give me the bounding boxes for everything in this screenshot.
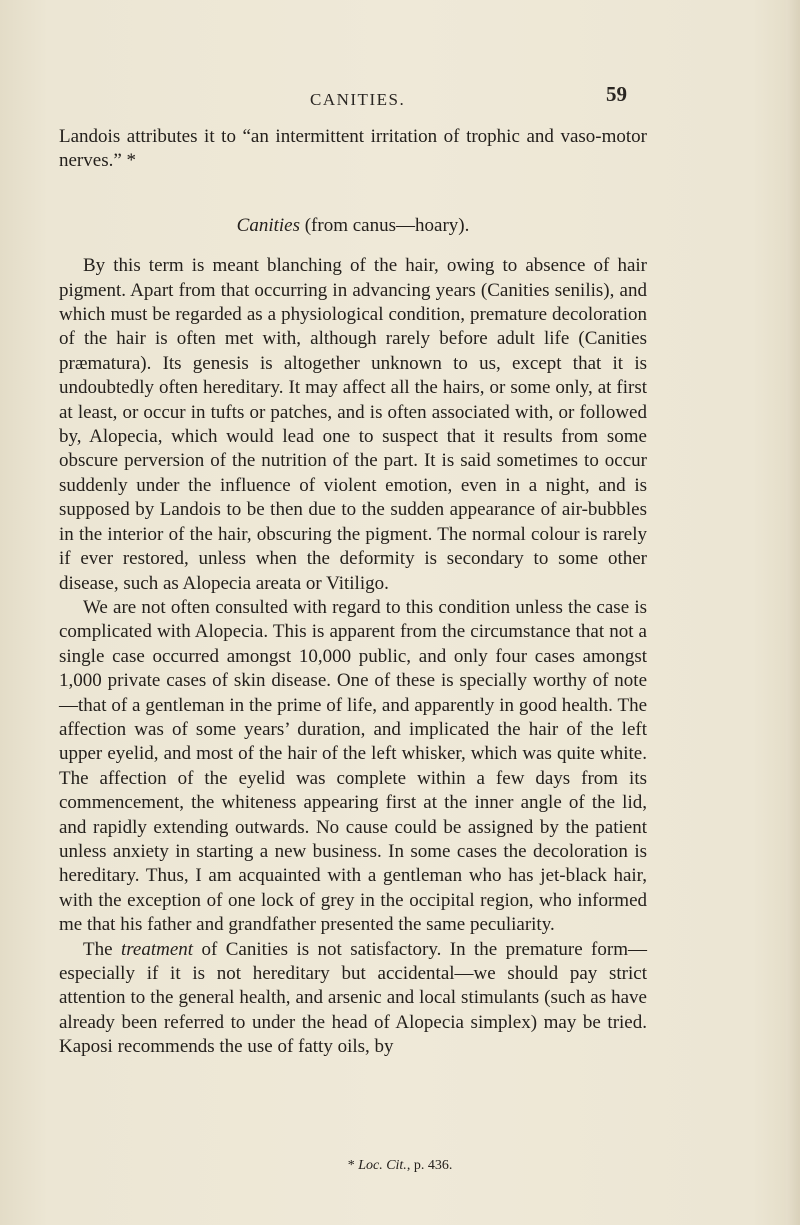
footnote-source: Loc. Cit. [358,1158,407,1173]
footnote-page: , p. 436. [406,1158,453,1173]
footnote-marker: * [347,1158,359,1173]
cases-paragraph: We are not often consulted with regard to this condition unless the case is complicated with Alopecia. This is apparent from the circumstance that not a single case occurred amongst 10,000 public, and only four cases amongst 1,000 private cases of skin disease. One of these is specially worthy of note—that of a gentleman in the prime of life, and apparently in good health. The affection was of some years’ duration, and implicated the hair of the left upper eyelid, and most of the hair of the left whisker, which was quite white. The affection of the eyelid was complete within a few days from its commencement, the whiteness appearing first at the inner angle of the lid, and rapidly extending outwards. No cause could be assigned by the patient unless anxiety in starting a new business. In some cases the decoloration is hereditary. Thus, I am acquainted with a gentleman who has jet-black hair, with the exception of one lock of grey in the occipital region, who informed me that his father and grandfather presented the same peculiarity. [59,596,647,936]
treatment-text: of Canities is not satisfactory. In the premature form—especially if it is not hereditary but accidental—we should pay strict attention to the general health, and arsenic and local stimulants (such as have already been referred to under the head of Alopecia simplex) may be tried. Kaposi recommends the use of fatty oils, by [59,938,647,1058]
section-heading [59,214,647,238]
treatment-term: treatment [120,938,194,960]
body-text [59,125,647,1060]
heading-term: Canities [236,214,300,236]
treatment-lead: The [83,938,121,960]
treatment-paragraph [59,938,647,1060]
page-number: 59 [606,82,627,106]
page-edge [786,0,800,1225]
definition-paragraph: By this term is meant blanching of the hair, owing to absence of hair pigment. Apart from that occurring in advancing years (Canities senilis), and which must be regarded as a physiological condition, premature decoloration of the hair is often met with, although rarely before adult life (Canities præmatura). Its genesis is altogether unknown to us, except that it is undoubtedly often hereditary. It may affect all the hairs, or some only, at first at least, or occur in tufts or patches, and is often associated with, or followed by, Alopecia, which would lead one to suspect that it results from some obscure perversion of the nutrition of the part. It is said sometimes to occur suddenly under the influence of violent emotion, even in a night, and is supposed by Landois to be then due to the sudden appearance of air-bubbles in the interior of the hair, obscuring the pigment. The normal colour is rarely if ever restored, unless when the deformity is secondary to some other disease, such as Alopecia areata or Vitiligo. [59,255,647,594]
running-title: CANITIES. [310,90,406,109]
footnote [0,1158,800,1174]
intro-paragraph: Landois attributes it to “an intermittent irritation of trophic and vaso-motor nerves.” * [59,126,647,172]
running-head [0,82,800,116]
heading-etymology: (from canus—hoary). [299,214,470,236]
